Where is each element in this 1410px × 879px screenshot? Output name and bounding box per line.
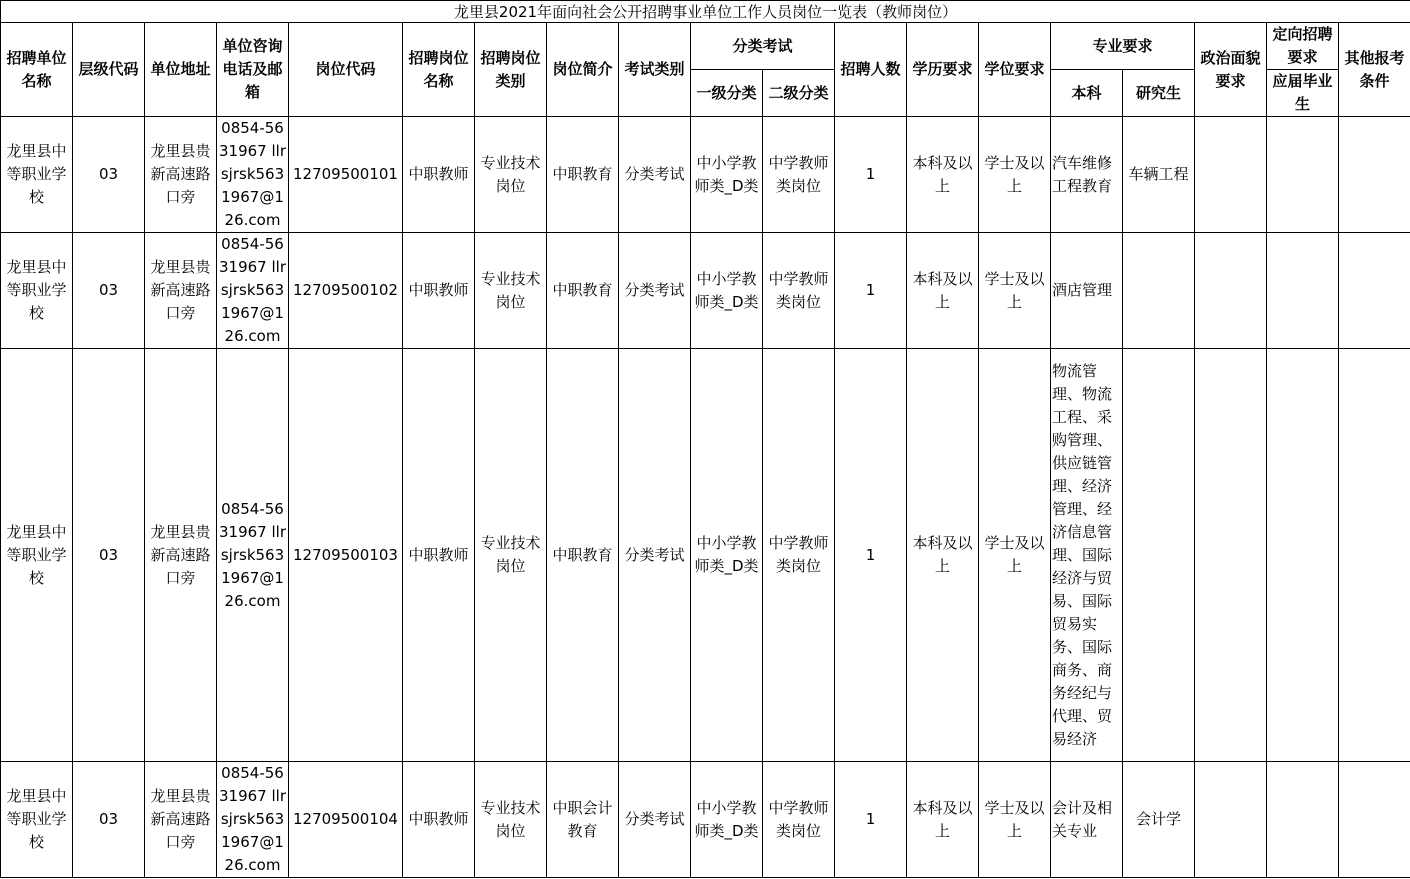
- cell-degree: 学士及以上: [979, 233, 1051, 349]
- cell-postgrad: [1123, 233, 1195, 349]
- cell-degree: 学士及以上: [979, 762, 1051, 878]
- cell-contact: 0854-5631967 llrsjrsk5631967@126.com: [217, 349, 289, 762]
- cell-address: 龙里县贵新高速路口旁: [145, 762, 217, 878]
- header-targeted: 定向招聘要求: [1267, 23, 1339, 70]
- cell-class-2: 中学教师类岗位: [763, 233, 835, 349]
- cell-class-2: 中学教师类岗位: [763, 762, 835, 878]
- cell-post-intro: 中职会计教育: [547, 762, 619, 878]
- cell-post-category: 专业技术岗位: [475, 349, 547, 762]
- table-row: [1, 233, 1410, 349]
- cell-education: 本科及以上: [907, 349, 979, 762]
- header-post-code: 岗位代码: [289, 23, 403, 117]
- cell-post-category: 专业技术岗位: [475, 762, 547, 878]
- header-count: 招聘人数: [835, 23, 907, 117]
- cell-level-code: 03: [73, 762, 145, 878]
- cell-post-intro: 中职教育: [547, 117, 619, 233]
- cell-other: [1339, 117, 1410, 233]
- header-political: 政治面貌要求: [1195, 23, 1267, 117]
- header-graduate: 应届毕业生: [1267, 70, 1339, 117]
- cell-degree: 学士及以上: [979, 349, 1051, 762]
- cell-post-name: 中职教师: [403, 117, 475, 233]
- cell-other: [1339, 762, 1410, 878]
- cell-post-intro: 中职教育: [547, 233, 619, 349]
- cell-unit-name: 龙里县中等职业学校: [1, 117, 73, 233]
- table-row: [1, 349, 1410, 762]
- cell-undergrad: 会计及相关专业: [1051, 762, 1123, 878]
- cell-graduate: [1267, 233, 1339, 349]
- cell-political: [1195, 117, 1267, 233]
- cell-post-code: 12709500103: [289, 349, 403, 762]
- header-post-category: 招聘岗位类别: [475, 23, 547, 117]
- header-postgrad: 研究生: [1123, 70, 1195, 117]
- cell-postgrad: 车辆工程: [1123, 117, 1195, 233]
- cell-political: [1195, 233, 1267, 349]
- header-other: 其他报考条件: [1339, 23, 1410, 117]
- cell-count: 1: [835, 117, 907, 233]
- cell-postgrad: 会计学: [1123, 762, 1195, 878]
- cell-education: 本科及以上: [907, 117, 979, 233]
- cell-contact: 0854-5631967 llrsjrsk5631967@126.com: [217, 762, 289, 878]
- cell-post-category: 专业技术岗位: [475, 233, 547, 349]
- cell-unit-name: 龙里县中等职业学校: [1, 349, 73, 762]
- cell-post-name: 中职教师: [403, 349, 475, 762]
- cell-unit-name: 龙里县中等职业学校: [1, 233, 73, 349]
- cell-other: [1339, 349, 1410, 762]
- cell-level-code: 03: [73, 117, 145, 233]
- cell-post-category: 专业技术岗位: [475, 117, 547, 233]
- cell-postgrad: [1123, 349, 1195, 762]
- cell-class-1: 中小学教师类_D类: [691, 349, 763, 762]
- header-contact: 单位咨询电话及邮箱: [217, 23, 289, 117]
- cell-address: 龙里县贵新高速路口旁: [145, 233, 217, 349]
- header-address: 单位地址: [145, 23, 217, 117]
- cell-exam-type: 分类考试: [619, 117, 691, 233]
- cell-post-code: 12709500101: [289, 117, 403, 233]
- cell-undergrad: 物流管理、物流工程、采购管理、供应链管理、经济管理、经济信息管理、国际经济与贸易、国际贸易实务、国际商务、商务经纪与代理、贸易经济: [1051, 349, 1123, 762]
- table-title: 龙里县2021年面向社会公开招聘事业单位工作人员岗位一览表（教师岗位）: [1, 1, 1410, 23]
- header-exam-class: 分类考试: [691, 23, 835, 70]
- cell-address: 龙里县贵新高速路口旁: [145, 349, 217, 762]
- cell-post-name: 中职教师: [403, 762, 475, 878]
- cell-class-2: 中学教师类岗位: [763, 349, 835, 762]
- cell-contact: 0854-5631967 llrsjrsk5631967@126.com: [217, 233, 289, 349]
- header-unit-name: 招聘单位名称: [1, 23, 73, 117]
- cell-post-code: 12709500104: [289, 762, 403, 878]
- cell-class-2: 中学教师类岗位: [763, 117, 835, 233]
- cell-unit-name: 龙里县中等职业学校: [1, 762, 73, 878]
- header-class-2: 二级分类: [763, 70, 835, 117]
- cell-exam-type: 分类考试: [619, 233, 691, 349]
- header-undergrad: 本科: [1051, 70, 1123, 117]
- cell-education: 本科及以上: [907, 233, 979, 349]
- header-education: 学历要求: [907, 23, 979, 117]
- cell-class-1: 中小学教师类_D类: [691, 233, 763, 349]
- header-level-code: 层级代码: [73, 23, 145, 117]
- cell-count: 1: [835, 762, 907, 878]
- header-post-name: 招聘岗位名称: [403, 23, 475, 117]
- cell-count: 1: [835, 233, 907, 349]
- table-row: [1, 762, 1410, 878]
- cell-undergrad: 酒店管理: [1051, 233, 1123, 349]
- cell-address: 龙里县贵新高速路口旁: [145, 117, 217, 233]
- cell-degree: 学士及以上: [979, 117, 1051, 233]
- cell-undergrad: 汽车维修工程教育: [1051, 117, 1123, 233]
- cell-political: [1195, 349, 1267, 762]
- cell-graduate: [1267, 762, 1339, 878]
- header-exam-type: 考试类别: [619, 23, 691, 117]
- cell-exam-type: 分类考试: [619, 349, 691, 762]
- header-class-1: 一级分类: [691, 70, 763, 117]
- table-row: [1, 117, 1410, 233]
- cell-exam-type: 分类考试: [619, 762, 691, 878]
- cell-count: 1: [835, 349, 907, 762]
- cell-education: 本科及以上: [907, 762, 979, 878]
- header-major: 专业要求: [1051, 23, 1195, 70]
- header-post-intro: 岗位简介: [547, 23, 619, 117]
- cell-graduate: [1267, 349, 1339, 762]
- cell-level-code: 03: [73, 233, 145, 349]
- cell-post-intro: 中职教育: [547, 349, 619, 762]
- cell-political: [1195, 762, 1267, 878]
- cell-class-1: 中小学教师类_D类: [691, 762, 763, 878]
- header-degree: 学位要求: [979, 23, 1051, 117]
- cell-contact: 0854-5631967 llrsjrsk5631967@126.com: [217, 117, 289, 233]
- cell-post-code: 12709500102: [289, 233, 403, 349]
- cell-level-code: 03: [73, 349, 145, 762]
- cell-other: [1339, 233, 1410, 349]
- cell-class-1: 中小学教师类_D类: [691, 117, 763, 233]
- cell-post-name: 中职教师: [403, 233, 475, 349]
- cell-graduate: [1267, 117, 1339, 233]
